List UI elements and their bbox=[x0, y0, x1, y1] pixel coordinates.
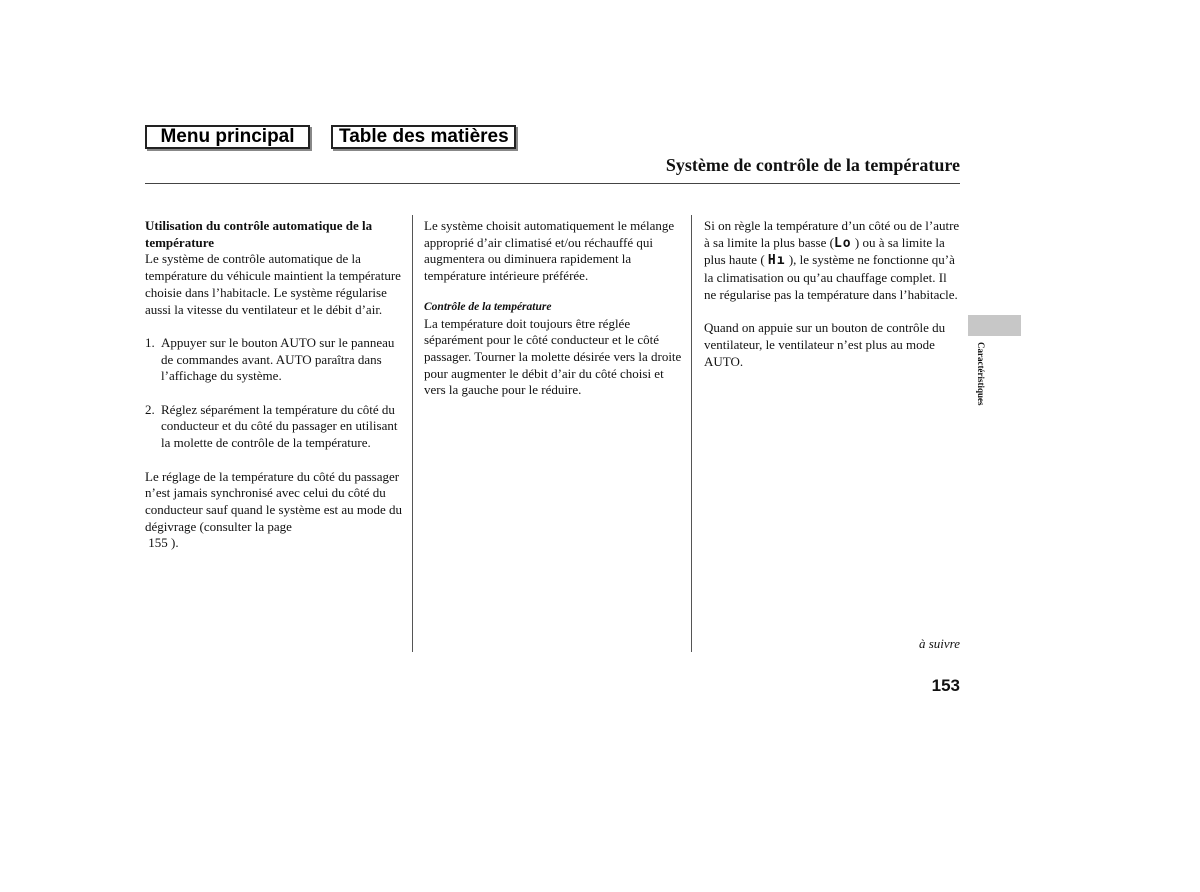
page-reference-link[interactable]: 155 bbox=[148, 535, 168, 551]
auto-control-intro: Le système de contrôle automatique de la température du véhicule maintient la température choisie dans l’habitacle. Le système régularise aussi la vitesse du ventilateur et le débit d’air. bbox=[145, 251, 401, 317]
section-title: Système de contrôle de la température bbox=[665, 155, 960, 175]
temperature-control-subheading: Contrôle de la température bbox=[424, 300, 552, 313]
limit-text-a: Si on règle la température d’un côté ou de l’autre à sa limite la plus basse ( bbox=[704, 218, 960, 250]
section-tab-marker bbox=[968, 315, 1021, 336]
page-number: 153 bbox=[931, 676, 960, 695]
hi-display-icon: Hı bbox=[767, 253, 786, 269]
fan-button-paragraph: Quand on appuie sur un bouton de contrôle du ventilateur, le ventilateur n’est plus au mode AUTO. bbox=[704, 320, 946, 369]
temperature-control-body: La température doit toujours être réglée séparément pour le côté conducteur et le côté passager. Tourner la molette désirée vers la droite pour augmenter le débit d’air du côté choisi et vers la gauche pour le réduire. bbox=[424, 315, 682, 398]
column-divider-1 bbox=[412, 215, 413, 652]
column-1 bbox=[145, 218, 403, 552]
column-divider-2 bbox=[691, 215, 692, 652]
step-1-text: Appuyer sur le bouton AUTO sur le panneau de commandes avant. AUTO paraîtra dans l’affichage du système. bbox=[161, 334, 395, 384]
lo-display-icon: Lo bbox=[833, 235, 852, 251]
step-2-number: 2. bbox=[145, 401, 155, 417]
header-divider bbox=[145, 183, 960, 184]
step-1-number: 1. bbox=[145, 334, 155, 350]
auto-mix-paragraph: Le système choisit automatiquement le mélange approprié d’air climatisé et/ou réchauffé qui augmentera ou diminuera rapidement la température intérieure préférée. bbox=[424, 218, 675, 284]
table-of-contents-button[interactable]: Table des matières bbox=[331, 125, 516, 149]
limit-text-b: ) ou à sa limite la plus haute ( bbox=[704, 234, 945, 268]
column-3 bbox=[704, 218, 962, 370]
section-tab-label: Caractéristiques bbox=[976, 342, 986, 406]
limit-text-c: ), le système ne fonctionne qu’à la climatisation ou qu’au chauffage complet. Il ne régularise pas la température dans l’habitacle. bbox=[704, 252, 958, 302]
passenger-sync-end: ). bbox=[171, 535, 179, 551]
limit-paragraph bbox=[704, 218, 962, 304]
step-2-text: Réglez séparément la température du côté du conducteur et du côté du passager en utilisant la molette de contrôle de la température. bbox=[161, 401, 398, 451]
step-2 bbox=[145, 402, 403, 452]
passenger-sync-text: Le réglage de la température du côté du passager n’est jamais synchronisé avec celui du côté du conducteur sauf quand le système est au mode du dégivrage (consulter la page bbox=[145, 468, 403, 534]
passenger-sync-note bbox=[145, 469, 403, 553]
continued-label: à suivre bbox=[918, 636, 960, 651]
auto-control-heading: Utilisation du contrôle automatique de la température bbox=[145, 218, 373, 250]
step-1 bbox=[145, 335, 403, 385]
column-2 bbox=[424, 218, 686, 399]
main-menu-button[interactable]: Menu principal bbox=[145, 125, 310, 149]
